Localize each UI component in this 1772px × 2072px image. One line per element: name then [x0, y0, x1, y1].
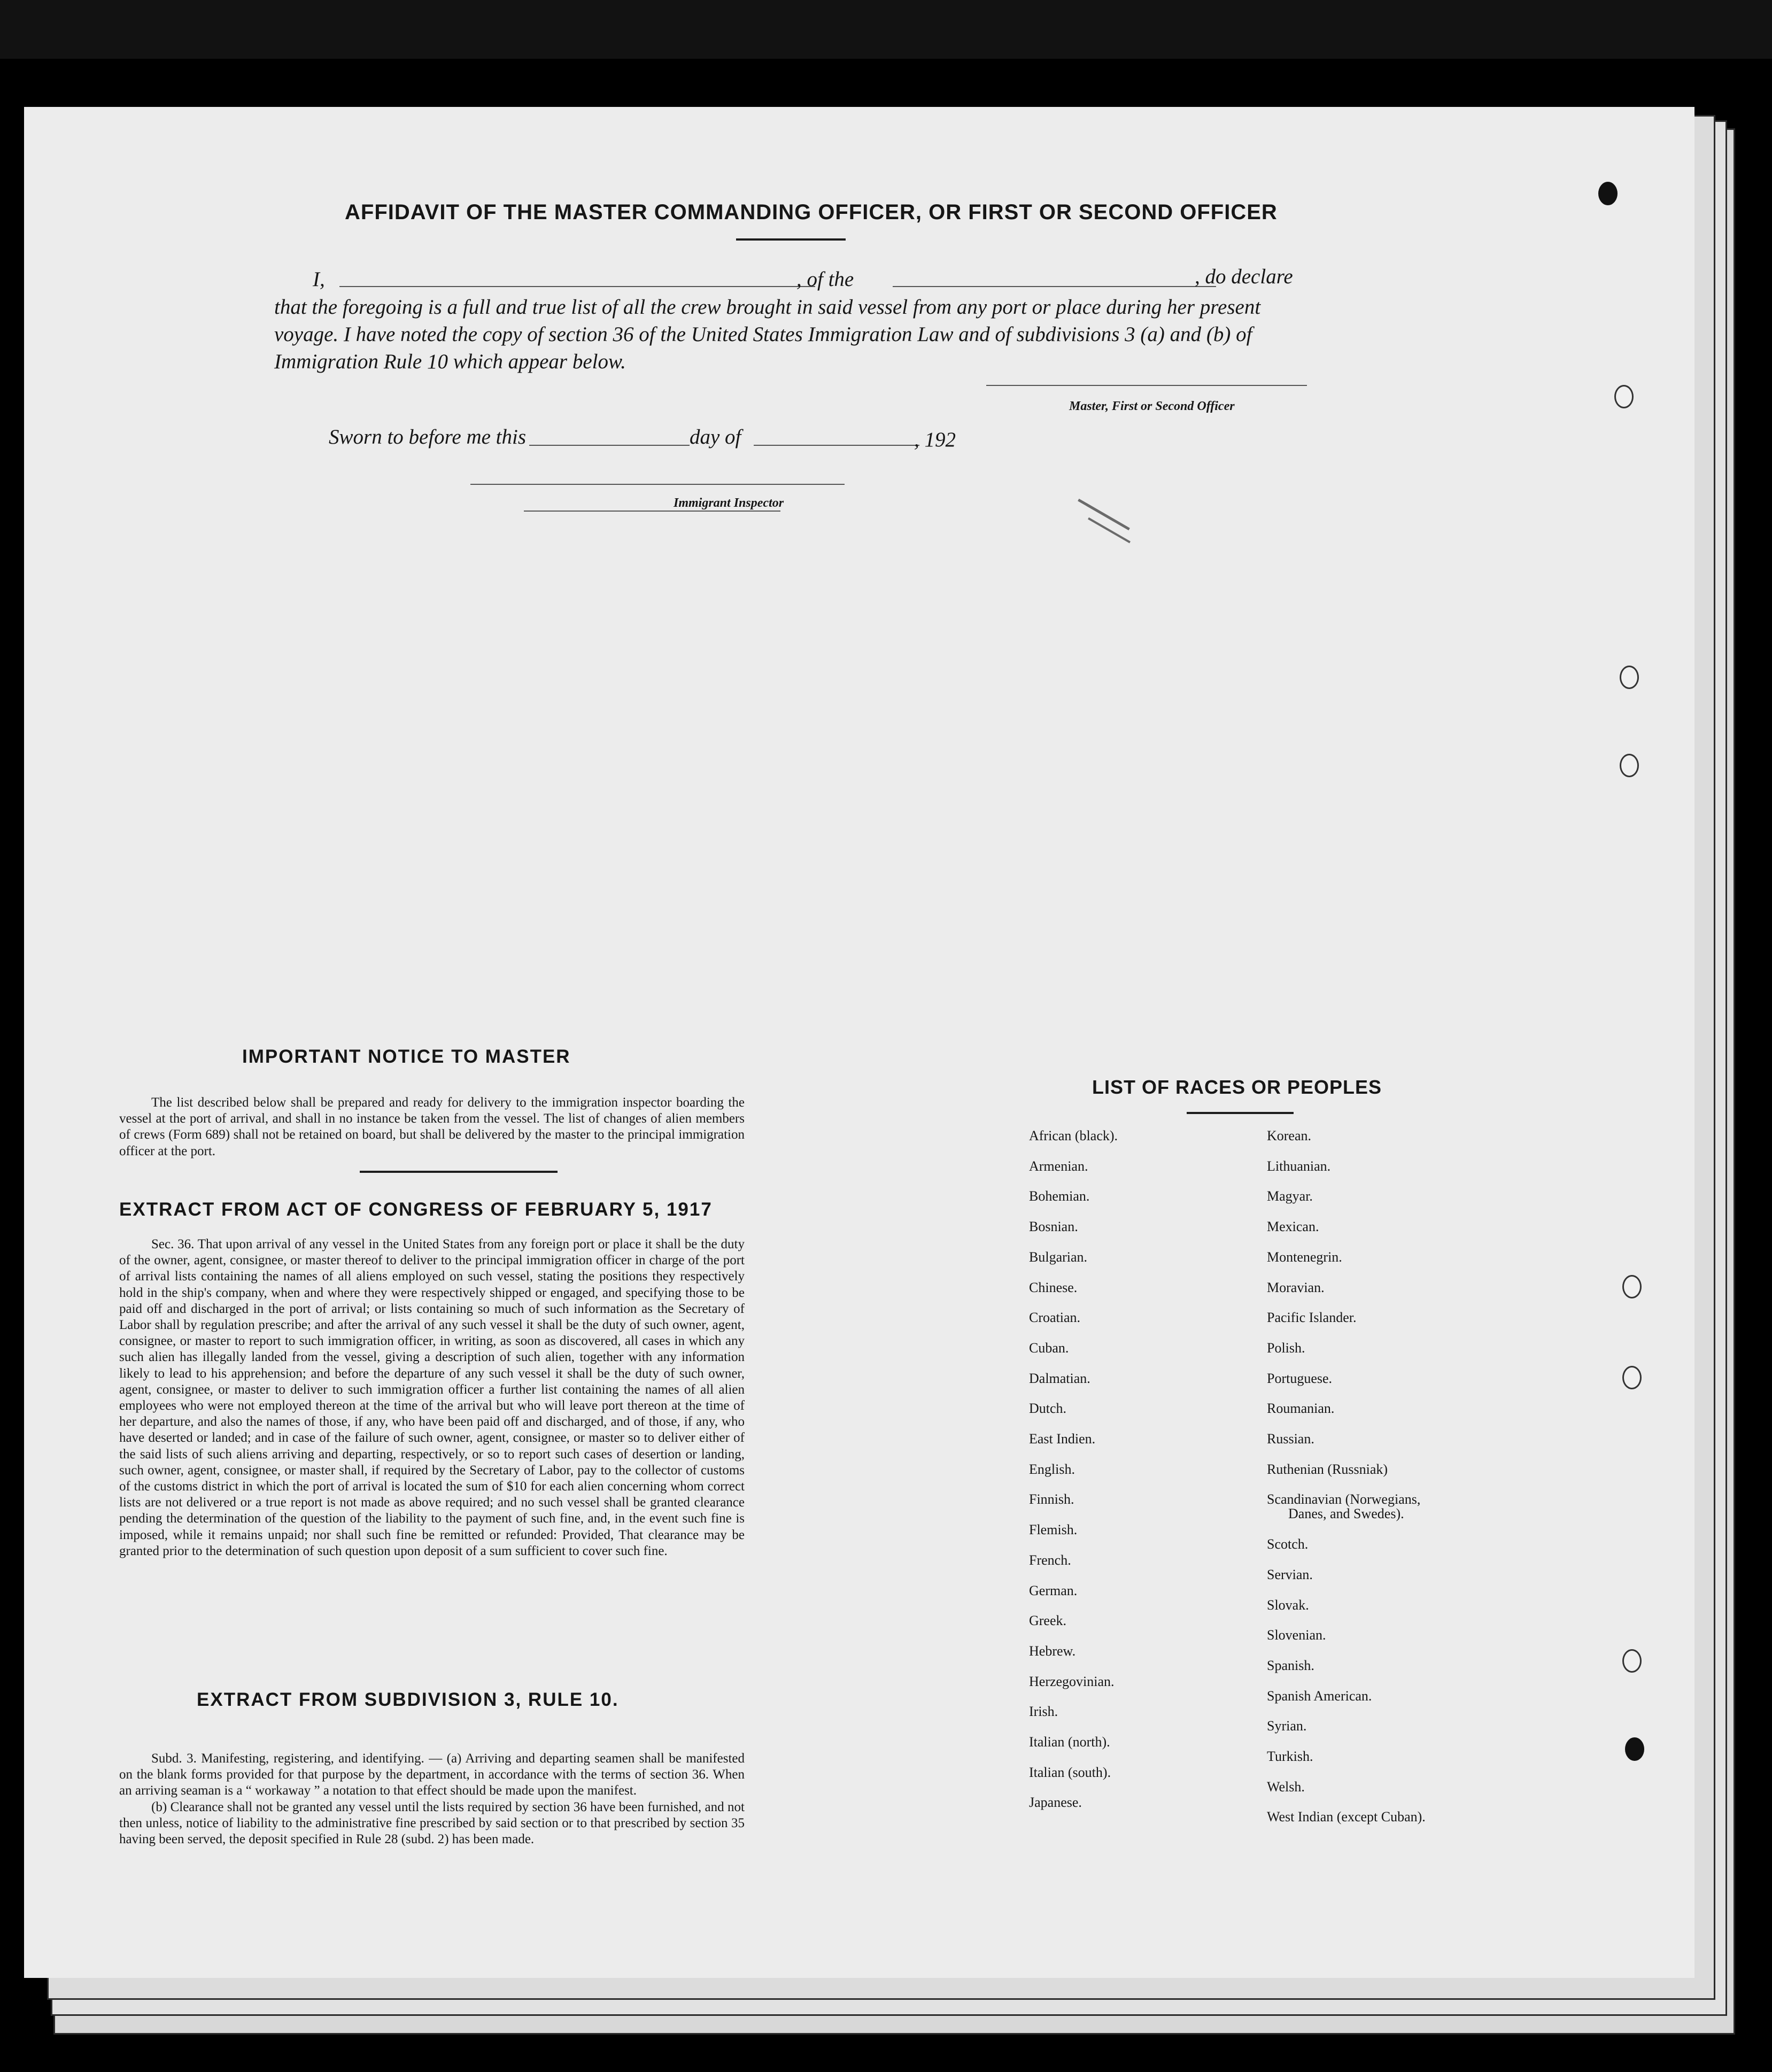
bleed-through	[227, 208, 241, 245]
race-item: Slovak.	[1267, 1597, 1309, 1613]
notice-text: The list described below shall be prepared and ready for delivery to the immigration inspector boarding the vessel at the port of arrival, and shall in no instance be taken from the vessel. The list of changes of alien members of crews (Form 689) shall not be retained on board, but shall be delivered by the master to the principal immigration officer at the port.	[119, 1095, 745, 1158]
race-item: Armenian.	[1029, 1158, 1088, 1174]
master-signature-line	[986, 385, 1307, 386]
race-item: Polish.	[1267, 1340, 1305, 1356]
race-item: Japanese.	[1029, 1795, 1082, 1811]
inspector-signature-line	[470, 484, 845, 485]
race-item: Spanish American.	[1267, 1688, 1372, 1704]
name-blank	[339, 286, 815, 287]
year-text: , 192	[914, 428, 956, 451]
race-item: Cuban.	[1029, 1340, 1069, 1356]
race-item: Lithuanian.	[1267, 1158, 1331, 1174]
race-item: Mexican.	[1267, 1219, 1319, 1235]
race-item: Croatian.	[1029, 1310, 1081, 1326]
master-label: Master, First or Second Officer	[1069, 399, 1235, 413]
notice-divider	[360, 1171, 558, 1173]
race-item: Moravian.	[1267, 1279, 1325, 1295]
race-item: East Indien.	[1029, 1431, 1096, 1447]
race-item: Slovenian.	[1267, 1627, 1326, 1643]
race-item: Roumanian.	[1267, 1401, 1335, 1417]
race-item: Servian.	[1267, 1566, 1313, 1582]
rule10-title: EXTRACT FROM SUBDIVISION 3, RULE 10.	[197, 1689, 619, 1710]
race-item: Dutch.	[1029, 1401, 1067, 1417]
race-item: West Indian (except Cuban).	[1267, 1809, 1426, 1825]
race-item: Welsh.	[1267, 1779, 1305, 1795]
race-item: Russian.	[1267, 1431, 1314, 1447]
race-item: Italian (south).	[1029, 1764, 1111, 1780]
race-item: Dalmatian.	[1029, 1370, 1090, 1386]
race-item: Flemish.	[1029, 1522, 1078, 1538]
affidavit-title: AFFIDAVIT OF THE MASTER COMMANDING OFFICER, OR FIRST OR SECOND OFFICER	[345, 200, 1278, 224]
race-item: Bulgarian.	[1029, 1249, 1088, 1265]
act-title: EXTRACT FROM ACT OF CONGRESS OF FEBRUARY 5, 1917	[119, 1199, 713, 1220]
race-item: Herzegovinian.	[1029, 1673, 1115, 1689]
race-item: Ruthenian (Russniak)	[1267, 1461, 1388, 1477]
binder-hole	[1620, 666, 1639, 689]
binder-hole	[1622, 1649, 1642, 1673]
affidavit-declare: , do declare	[1195, 265, 1293, 288]
race-item: Hebrew.	[1029, 1643, 1076, 1659]
race-item: Danes, and Swedes).	[1288, 1506, 1404, 1522]
race-item: Greek.	[1029, 1613, 1067, 1629]
races-divider	[1187, 1112, 1294, 1114]
races-title: LIST OF RACES OR PEOPLES	[1092, 1076, 1382, 1098]
inspector-label: Immigrant Inspector	[674, 496, 784, 510]
document-page	[24, 107, 1694, 1978]
scan-background-top	[0, 0, 1772, 59]
affidavit-body-line3: voyage. I have noted the copy of section 36 of the United States Immigration Law and of subdivisions 3 (a) and (b) of	[274, 323, 1252, 346]
title-underline	[736, 238, 846, 241]
race-item: Bosnian.	[1029, 1219, 1078, 1235]
day-blank	[529, 445, 690, 446]
binder-hole	[1620, 754, 1639, 777]
race-item: Portuguese.	[1267, 1370, 1333, 1386]
affidavit-body-line4: Immigration Rule 10 which appear below.	[274, 350, 626, 373]
affidavit-i: I,	[313, 268, 325, 291]
binder-hole	[1598, 182, 1618, 205]
race-item: Pacific Islander.	[1267, 1310, 1357, 1326]
race-item: Chinese.	[1029, 1279, 1078, 1295]
binder-hole	[1622, 1366, 1642, 1389]
race-item: English.	[1029, 1461, 1075, 1477]
race-item: African (black).	[1029, 1128, 1118, 1143]
rule10-para-b: (b) Clearance shall not be granted any vessel until the lists required by section 36 have been furnished, and not then unless, notice of liability to the administrative fine prescribed by said section or to that prescribed by section 35 having been served, the deposit specified in Rule 28 (subd. 2) has been made.	[119, 1799, 745, 1847]
day-of-text: day of	[690, 426, 741, 449]
sworn-text: Sworn to before me this	[329, 426, 527, 449]
race-item: Finnish.	[1029, 1491, 1074, 1507]
race-item: Magyar.	[1267, 1188, 1313, 1204]
race-item: German.	[1029, 1582, 1078, 1598]
race-item: Irish.	[1029, 1704, 1058, 1720]
affidavit-body-line2: that the foregoing is a full and true list of all the crew brought in said vessel from any port or place during her present	[274, 296, 1261, 319]
race-item: Italian (north).	[1029, 1734, 1110, 1750]
race-item: Scotch.	[1267, 1536, 1309, 1552]
affidavit-of-the: , of the	[796, 268, 854, 291]
race-item: French.	[1029, 1552, 1071, 1568]
inspector-underline	[524, 511, 780, 512]
race-item: Bohemian.	[1029, 1188, 1090, 1204]
race-item: Syrian.	[1267, 1718, 1307, 1734]
race-item: Montenegrin.	[1267, 1249, 1342, 1265]
binder-hole	[1614, 385, 1634, 408]
act-text: Sec. 36. That upon arrival of any vessel in the United States from any foreign port or place it shall be the duty of the owner, agent, consignee, or master thereof to deliver to the principal immigration officer in charge of the port of arrival lists containing the names of all aliens employed on such vessel, stating the positions they respectively hold in the ship's company, when and where they were respectively shipped or engaged, and specifying those to be paid off and discharged in the port of arrival; or lists containing so much of such information as the Secretary of Labor shall by regulation prescribe; and after the arrival of any such vessel it shall be the duty of such owner, agent, consignee, or master to report to such immigration officer, in writing, as soon as discovered, all cases in which any such alien has illegally landed from the vessel, giving a description of such alien, together with any information likely to lead to his apprehension; and before the departure of any such vessel it shall be the duty of such owner, agent, consignee, or master to deliver to such immigration officer a further list containing the names of all alien employees who were not employed thereon at the time of the arrival but who will leave port thereon at the time of her departure, and also the names of those, if any, who have been paid off and discharged, and of those, if any, who have deserted or landed; and in case of the failure of such owner, agent, consignee, or master so to deliver either of the said lists of such aliens arriving and departing, respectively, or so to report such cases of desertion or landing, such owner, agent, consignee, or master shall, if required by the Secretary of Labor, pay to the collector of customs of the customs district in which the port of arrival is located the sum of $10 for each alien concerning whom correct lists are not delivered or a true report is not made as above required; and no such vessel shall be granted clearance pending the determination of the question of the liability to the payment of such fine, and, in the event such fine is imposed, while it remains unpaid; nor shall such fine be remitted or refunded: Provided, That clearance may be granted prior to the determination of such question upon deposit of a sum sufficient to cover such fine.	[119, 1237, 745, 1558]
ink-mark	[1088, 517, 1131, 543]
binder-hole	[1622, 1275, 1642, 1298]
race-item: Scandinavian (Norwegians,	[1267, 1491, 1421, 1507]
race-item: Spanish.	[1267, 1657, 1314, 1673]
race-item: Turkish.	[1267, 1749, 1313, 1764]
rule10-para-a: Subd. 3. Manifesting, registering, and identifying. — (a) Arriving and departing seamen shall be manifested on the blank forms provided for that purpose by the department, in accordance with the terms of section 36. When an arriving seaman is a “ workaway ” a notation to that effect should be made upon the manifest.	[119, 1751, 745, 1798]
race-item: Korean.	[1267, 1128, 1312, 1143]
notice-title: IMPORTANT NOTICE TO MASTER	[242, 1046, 571, 1067]
vessel-blank	[893, 286, 1216, 287]
binder-hole	[1625, 1737, 1644, 1761]
month-blank	[754, 445, 919, 446]
